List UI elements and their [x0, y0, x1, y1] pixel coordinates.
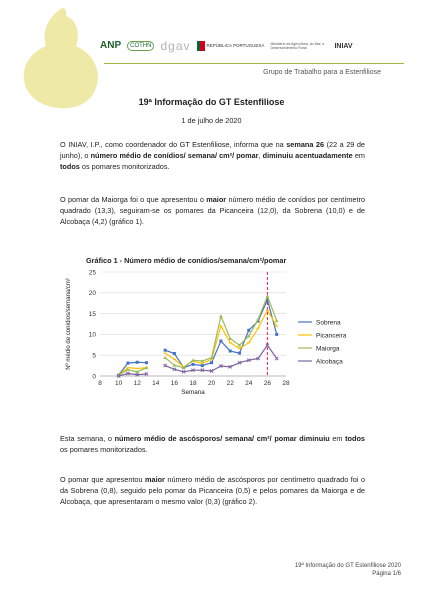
data-point	[173, 359, 176, 360]
data-point	[275, 357, 278, 360]
y-tick-label: 25	[88, 269, 96, 277]
data-point	[228, 337, 232, 340]
series-line-alcobaça	[165, 345, 277, 372]
x-tick-label: 22	[226, 380, 234, 387]
x-tick-label: 28	[282, 380, 290, 387]
chart-title: Gráfico 1 - Número médio de conídios/semana/cm²/pomar	[86, 256, 287, 265]
page-footer	[295, 562, 401, 578]
data-point	[210, 361, 213, 364]
footer-page-number: Página 1/6	[372, 571, 401, 577]
iniav-logo: INIAV	[334, 42, 353, 50]
legend-label: Maiorga	[316, 345, 340, 353]
data-point	[164, 349, 167, 352]
y-tick-label: 5	[92, 352, 96, 360]
y-tick-label: 20	[88, 290, 96, 298]
header-subtitle: Grupo de Trabalho para a Estenfiliose	[263, 69, 381, 76]
x-tick-label: 18	[189, 380, 197, 387]
paragraph-1: O INIAV, I.P., como coordenador do GT Estenfiliose, informa que na semana 26 (22 a 29 de junho), o número médio de conídios/ semana/ cm²/ pomar, diminuiu acentuadamente em todos os pomares monitorizados.	[60, 140, 365, 172]
cothn-logo: COTHN	[127, 41, 154, 51]
data-point	[163, 356, 167, 359]
data-point	[201, 363, 204, 364]
data-point	[136, 361, 139, 364]
x-tick-label: 20	[207, 380, 216, 387]
paragraph-3: Esta semana, o número médio de ascósporos/ semana/ cm²/ pomar diminuiu em todos os pomares monitorizados.	[60, 434, 365, 455]
data-point	[229, 342, 232, 343]
data-point	[247, 342, 250, 343]
x-tick-label: 14	[152, 380, 160, 387]
series-line-maiorga	[165, 296, 277, 368]
y-axis-label: Nº médio de conídios/semana/cm²	[66, 278, 72, 370]
legend-label: Alcobaça	[316, 358, 343, 366]
legend-label: Picanceira	[316, 332, 347, 340]
data-point	[247, 329, 250, 332]
footer-doc-title: 19ª Informação do GT Estenfiliose 2020	[294, 563, 401, 569]
data-point	[266, 294, 270, 297]
x-tick-label: 16	[170, 380, 179, 387]
paragraph-4: O pomar que apresentou maior número médio de ascósporos por centímetro quadrado foi o da Sobrena (0,8), seguido pelo pomar da Picanceira (0,5) e pelos pomares da Maiorga e de Alcobaça, que apresentaram o mesmo valor (0,3) (gráfico 2).	[60, 475, 366, 507]
x-axis-label: Semana	[181, 389, 205, 396]
x-tick-label: 8	[98, 380, 102, 387]
data-point	[126, 362, 129, 365]
series-line-alcobaça	[119, 374, 147, 376]
pear-logo	[20, 6, 104, 110]
x-tick-label: 24	[245, 380, 253, 387]
document-date: 1 de julho de 2020	[181, 116, 242, 125]
x-tick-label: 10	[114, 380, 123, 387]
x-tick-label: 26	[263, 380, 272, 387]
data-point	[201, 364, 204, 367]
data-point	[275, 333, 278, 336]
data-point	[164, 353, 167, 354]
data-point	[257, 328, 260, 329]
partner-logos	[100, 34, 418, 58]
y-tick-label: 15	[88, 310, 96, 318]
data-point	[192, 363, 195, 366]
data-point	[238, 348, 241, 349]
conidia-line-chart	[60, 266, 360, 406]
y-tick-label: 10	[88, 331, 96, 339]
data-point	[275, 319, 279, 322]
ministerio-logo: Ministério da Agricultura, do Mar, e Desenvolvimento Rural	[270, 41, 325, 50]
data-point	[219, 325, 222, 326]
paragraph-2: O pomar da Maiorga foi o que apresentou o maior número médio de conídios por centímetro quadrado (13,3), seguiram-se os pomares da Picanceira (12,0), da Sobrena (10,0) e de Alcobaça (4,2) (gráfico 1).	[60, 195, 366, 227]
series-line-sobrena	[165, 300, 277, 368]
data-point	[173, 352, 176, 355]
y-tick-label: 0	[92, 373, 96, 381]
data-point	[266, 310, 269, 311]
republica-portuguesa-logo: REPÚBLICA PORTUGUESA	[197, 41, 265, 51]
data-point	[219, 340, 222, 343]
x-tick-label: 12	[133, 380, 141, 387]
data-point	[229, 350, 232, 353]
anp-logo: ANP	[100, 40, 122, 51]
data-point	[136, 368, 139, 369]
data-point	[145, 361, 148, 364]
document-title: 19ª Informação do GT Estenfiliose	[138, 97, 285, 107]
data-point	[275, 325, 278, 326]
legend-label: Sobrena	[316, 319, 341, 327]
data-point	[219, 314, 223, 317]
header-divider	[104, 63, 404, 64]
dgav-logo: dgav	[160, 39, 191, 53]
data-point	[238, 352, 241, 355]
